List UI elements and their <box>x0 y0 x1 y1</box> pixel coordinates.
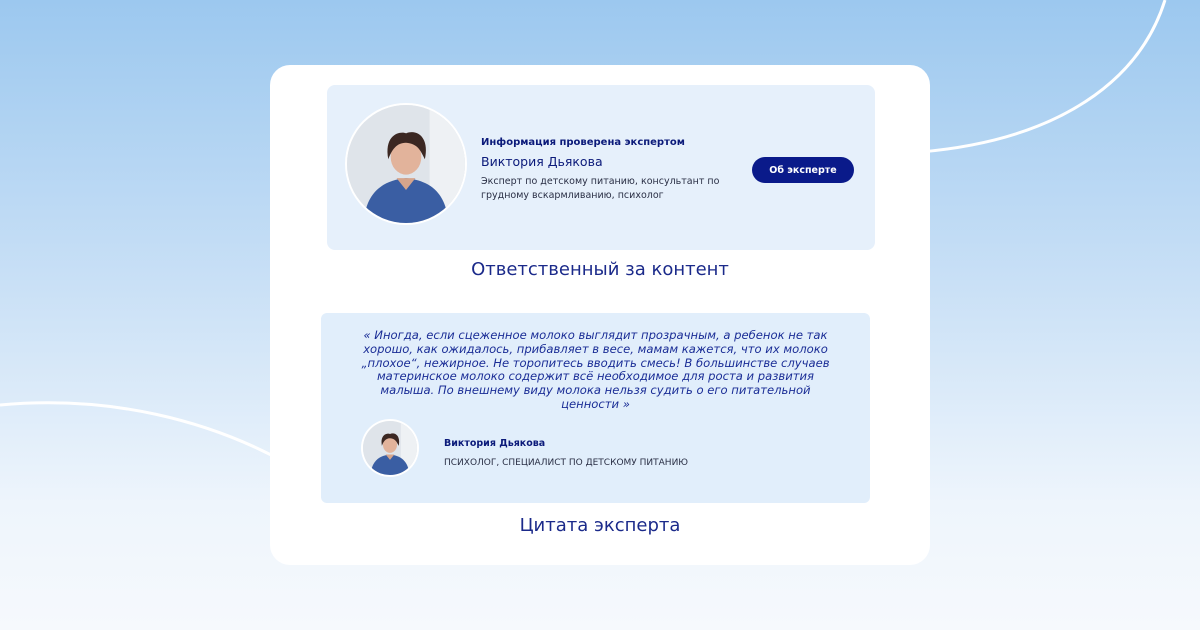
expert-verification-box <box>327 85 875 250</box>
quote-author-role: ПСИХОЛОГ, СПЕЦИАЛИСТ ПО ДЕТСКОМУ ПИТАНИЮ <box>444 458 689 468</box>
expert-name: Виктория Дьякова <box>481 154 603 169</box>
expert-photo-icon <box>347 105 465 223</box>
about-expert-button[interactable]: Об эксперте <box>752 157 854 183</box>
expert-quote-box <box>321 313 870 503</box>
caption-responsible: Ответственный за контент <box>471 259 729 280</box>
quote-text: « Иногда, если сцеженное молоко выглядит прозрачным, а ребенок не так хорошо, как ожидалось, прибавляет в весе, мамам кажется, что их молоко „плохое“, нежирное. Не торопитесь вводить смесь! В большинстве случаев материнское молоко содержит всё необходимое для роста и развития малыша. По внешнему виду молока нельзя судить о его питательной ценности » <box>361 328 830 411</box>
quote-author-avatar <box>363 421 417 475</box>
expert-photo-icon <box>363 421 417 475</box>
quote-author-name: Виктория Дьякова <box>444 438 546 449</box>
content-card <box>270 65 930 565</box>
expert-avatar <box>347 105 465 223</box>
caption-quote: Цитата эксперта <box>519 515 681 536</box>
expert-description: Эксперт по детскому питанию, консультант по грудному вскармливанию, психолог <box>481 176 720 201</box>
verified-label: Информация проверена экспертом <box>481 137 685 148</box>
